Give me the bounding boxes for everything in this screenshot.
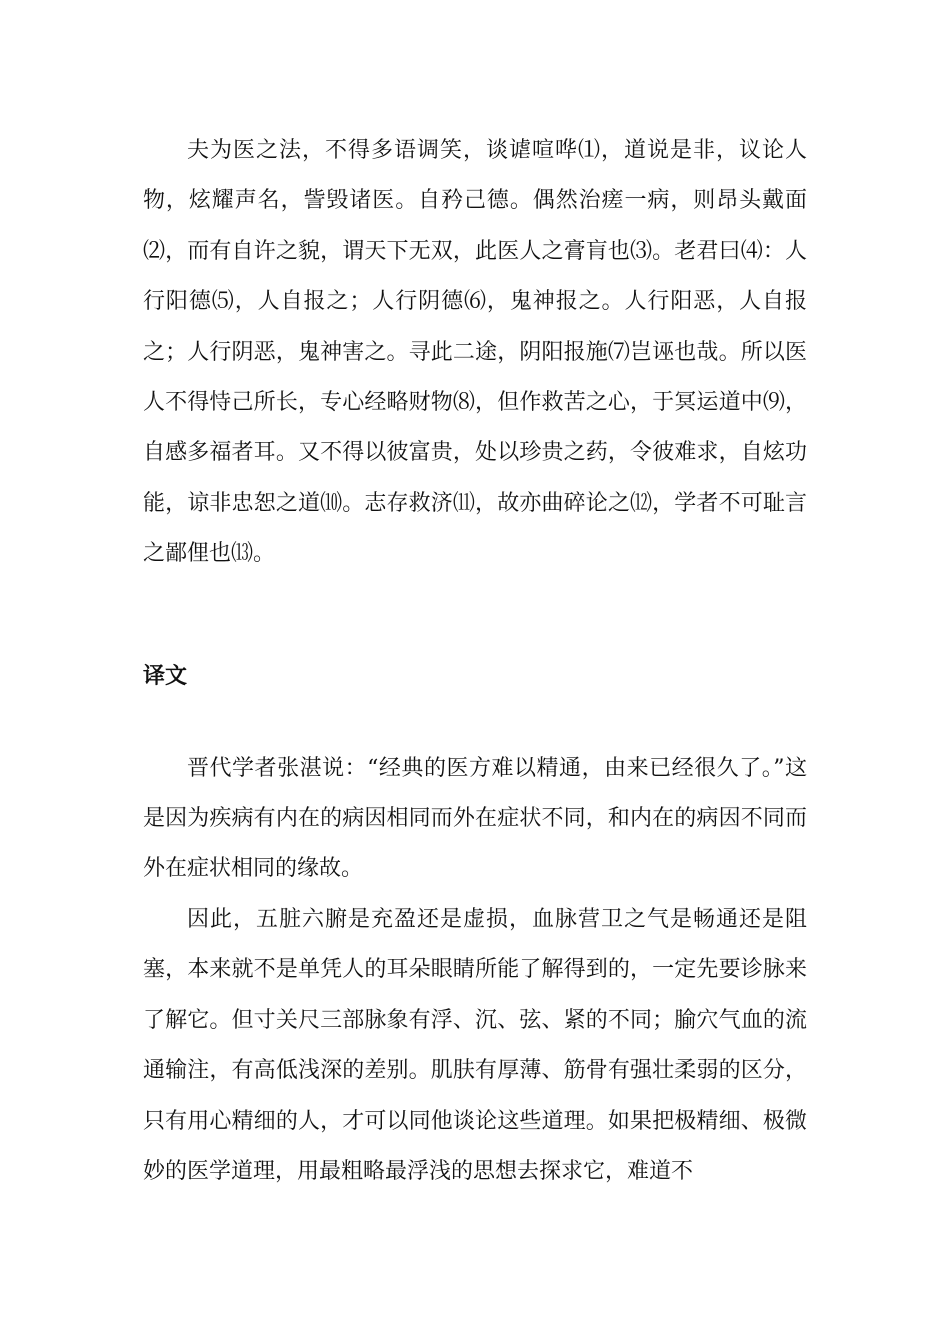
translation-paragraph-1: 晋代学者张湛说：“经典的医方难以精通，由来已经很久了。”这是因为疾病有内在的病因相同而外在症状不同，和内在的病因不同而外在症状相同的缘故。 (143, 755, 807, 882)
document-page (143, 126, 807, 1197)
translation-paragraph-2: 因此，五脏六腑是充盈还是虚损，血脉营卫之气是畅通还是阻塞，本来就不是单凭人的耳朵眼睛所能了解得到的，一定先要诊脉来了解它。但寸关尺三部脉象有浮、沉、弦、紧的不同；腧穴气血的流通输注，有高低浅深的差别。肌肤有厚薄、筋骨有强壮柔弱的区分，只有用心精细的人，才可以同他谈论这些道理。如果把极精细、极微妙的医学道理，用最粗略最浮浅的思想去探求它，难道不 (143, 906, 807, 1184)
original-paragraph: 夫为医之法，不得多语调笑，谈谑喧哗⑴，道说是非，议论人物，炫耀声名，訾毁诸医。自矜己德。偶然治瘥一病，则昂头戴面⑵，而有自许之貌，谓天下无双，此医人之膏肓也⑶。老君曰⑷：人行阳德⑸，人自报之；人行阴德⑹，鬼神报之。人行阳恶，人自报之；人行阴恶，鬼神害之。寻此二途，阴阳报施⑺岂诬也哉。所以医人不得恃己所长，专心经略财物⑻，但作救苦之心，于冥运道中⑼，自感多福者耳。又不得以彼富贵，处以珍贵之药，令彼难求，自炫功能，谅非忠恕之道⑽。志存救济⑾，故亦曲碎论之⑿，学者不可耻言之鄙俚也⒀。 (143, 138, 807, 567)
section-spacer (143, 580, 807, 652)
section-spacer (143, 702, 807, 744)
translation-heading: 译文 (143, 663, 188, 689)
